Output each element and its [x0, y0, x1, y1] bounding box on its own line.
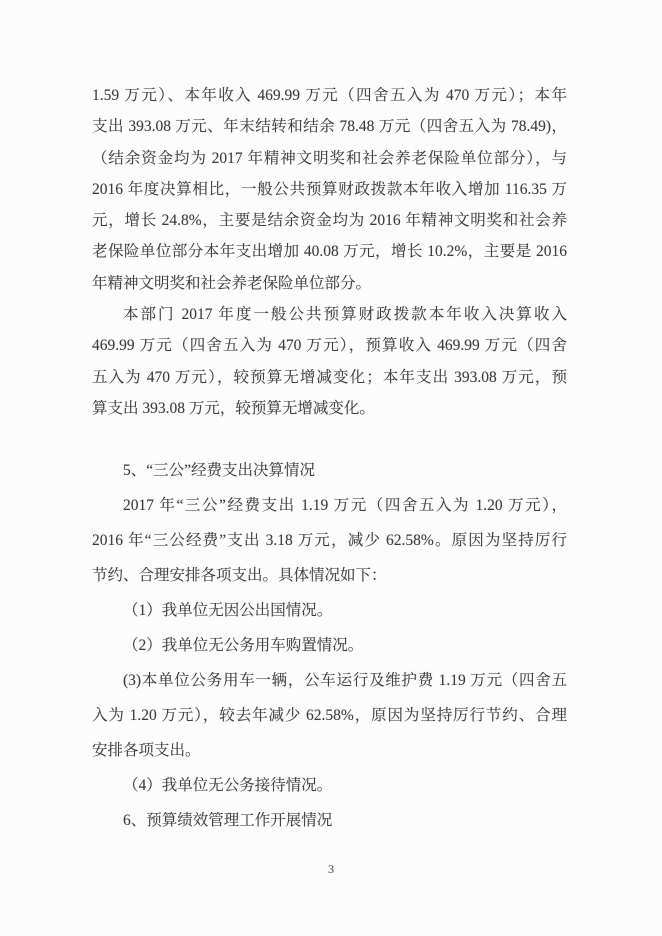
- text-line: 年精神文明奖和社会养老保险单位部分。: [92, 274, 372, 292]
- list-item-4: （4）我单位无公务接待情况。: [123, 777, 333, 795]
- text-line: 算支出 393.08 万元，较预算无增减变化。: [92, 399, 375, 417]
- sangong-expense-section: [92, 453, 567, 838]
- text-line: 1.59 万元）、本年收入 469.99 万元（四舍五入为 470 万元）；本年: [92, 87, 567, 104]
- text-line: 本部门 2017 年度一般公共预算财政拨款本年收入决算收入: [123, 306, 567, 324]
- text-line: 五入为 470 万元），较预算无增减变化；本年支出 393.08 万元，预: [92, 368, 567, 386]
- text-line: 支出 393.08 万元、年末结转和结余 78.48 万元（四舍五入为 78.49)，: [92, 118, 567, 136]
- section-heading-6: 6、预算绩效管理工作开展情况: [123, 812, 333, 830]
- text-line: 元，增长 24.8%，主要是结余资金均为 2016 年精神文明奖和社会养: [92, 212, 567, 230]
- page-content: [92, 80, 567, 838]
- budget-appropriation-section: [92, 80, 567, 424]
- section-heading-5: 5、“三公”经费支出决算情况: [123, 462, 316, 480]
- text-line: 469.99 万元（四舍五入为 470 万元），预算收入 469.99 万元（四舍: [92, 337, 567, 355]
- text-line: 老保险单位部分本年支出增加 40.08 万元，增长 10.2%，主要是 2016: [92, 243, 567, 261]
- list-item-3-line: (3)本单位公务用车一辆，公车运行及维护费 1.19 万元（四舍五: [123, 672, 567, 690]
- list-item-3-line: 入为 1.20 万元），较去年减少 62.58%，原因为坚持厉行节约、合理: [92, 707, 567, 725]
- text-line: 2017 年“三公”经费支出 1.19 万元（四舍五入为 1.20 万元），: [123, 497, 567, 515]
- page-number: 3: [328, 862, 334, 876]
- text-line: （结余资金均为 2017 年精神文明奖和社会养老保险单位部分），与: [92, 149, 567, 167]
- text-line: 2016 年度决算相比，一般公共预算财政拨款本年收入增加 116.35 万: [92, 180, 567, 198]
- text-line: 节约、合理安排各项支出。具体情况如下：: [92, 567, 387, 585]
- list-item-3-line: 安排各项支出。: [92, 742, 201, 760]
- list-item-2: （2）我单位无公务用车购置情况。: [123, 637, 364, 655]
- list-item-1: （1）我单位无因公出国情况。: [123, 602, 333, 620]
- text-line: 2016 年“三公经费”支出 3.18 万元，减少 62.58%。原因为坚持厉行: [92, 532, 567, 550]
